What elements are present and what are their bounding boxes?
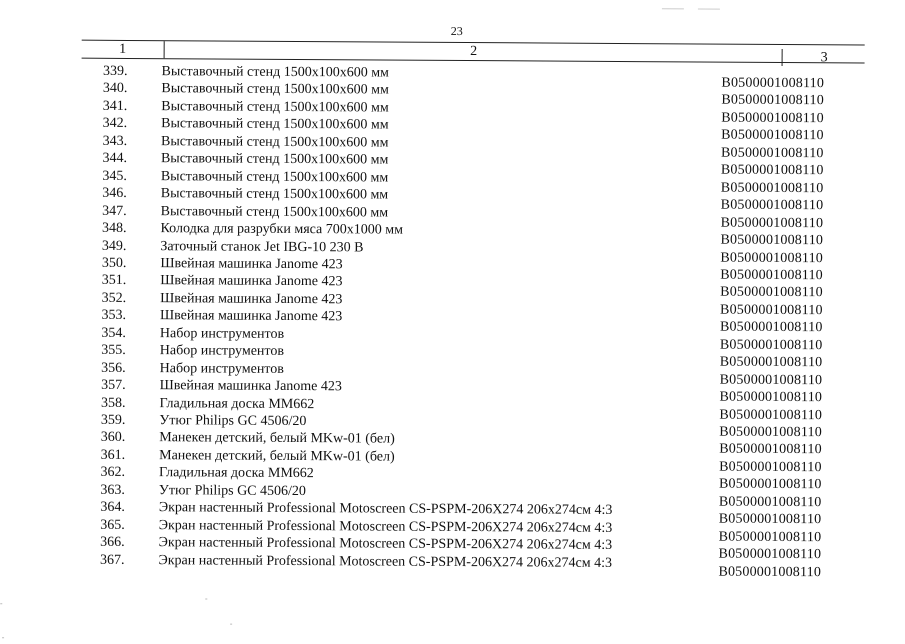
row-item-name: Швейная машинка Janome 423 [159, 308, 343, 325]
row-code: B0500001008110 [721, 93, 825, 109]
row-item-name: Выставочный стенд 1500х100х600 мм [160, 203, 389, 221]
row-item-name: Манекен детский, белый MKw-01 (бел) [159, 430, 395, 448]
row-code: B0500001008110 [721, 75, 825, 92]
row-code: B0500001008110 [720, 250, 824, 266]
row-item-name: Заточный станок Jet IBG-10 230 В [160, 238, 364, 255]
row-code: B0500001008110 [720, 162, 824, 179]
row-item-name: Выставочный стенд 1500х100х600 мм [161, 133, 389, 151]
row-number: 357. [101, 377, 126, 394]
row-code: B0500001008110 [719, 407, 823, 423]
row-code: B0500001008110 [719, 354, 823, 371]
row-item-name: Утюг Philips GC 4506/20 [158, 482, 306, 499]
page-number: 23 [450, 23, 463, 39]
row-item-name: Набор инструментов [159, 325, 285, 342]
row-item-name: Выставочный стенд 1500х100х600 мм [160, 168, 389, 186]
row-number: 355. [101, 342, 126, 359]
row-number: 360. [100, 430, 126, 446]
row-code: B0500001008110 [719, 459, 822, 476]
row-number: 340. [102, 81, 128, 97]
header-col-1: 1 [119, 41, 127, 57]
header-col-3: 3 [782, 49, 866, 67]
header-col-2: 2 [164, 41, 783, 62]
row-item-name: Манекен детский, белый MKw-01 (бел) [159, 448, 395, 465]
row-code: B0500001008110 [720, 232, 824, 249]
row-code: B0500001008110 [720, 215, 824, 231]
row-code: B0500001008110 [719, 372, 823, 388]
row-number: 342. [102, 116, 128, 132]
row-item-name: Набор инструментов [159, 343, 285, 360]
row-code: B0500001008110 [718, 476, 822, 493]
row-code: B0500001008110 [718, 511, 822, 528]
row-number: 345. [102, 168, 127, 184]
row-number: 361. [100, 447, 126, 463]
row-code: B0500001008110 [720, 302, 823, 319]
row-item-name: Экран настенный Professional Motoscreen CS-PSPM-206X274 206х274см 4:3 [158, 500, 613, 519]
row-number: 341. [102, 98, 128, 114]
row-number: 363. [100, 482, 125, 498]
row-code: B0500001008110 [720, 180, 824, 196]
row-code: B0500001008110 [720, 267, 823, 284]
row-item-name: Экран настенный Professional Motoscreen CS-PSPM-206X274 206х274см 4:3 [158, 535, 613, 554]
row-number: 347. [102, 203, 127, 219]
scan-speck [2, 637, 4, 638]
row-number: 359. [100, 412, 126, 428]
row-item-name: Швейная машинка Janome 423 [160, 256, 343, 273]
row-number: 352. [101, 290, 127, 306]
row-item-name: Утюг Philips GC 4506/20 [159, 413, 307, 430]
row-number: 367. [99, 552, 125, 568]
row-number: 351. [101, 273, 127, 289]
scan-speck [0, 603, 2, 604]
row-code: B0500001008110 [719, 389, 823, 406]
row-item-name: Экран настенный Professional Motoscreen CS-PSPM-206X274 206х274см 4:3 [158, 517, 613, 536]
row-number: 362. [100, 465, 126, 481]
row-item-name: Колодка для разрубки мяса 700х1000 мм [160, 221, 404, 238]
row-code: B0500001008110 [719, 319, 823, 336]
row-code: B0500001008110 [719, 337, 823, 353]
row-item-name: Экран настенный Professional Motoscreen CS-PSPM-206X274 206х274см 4:3 [158, 552, 613, 571]
row-number: 354. [101, 325, 126, 341]
row-item-name: Набор инструментов [159, 360, 284, 377]
row-item-name: Швейная машинка Janome 423 [160, 291, 343, 308]
row-item-name: Гладильная доска ММ662 [159, 465, 314, 482]
row-number: 364. [100, 500, 125, 516]
row-number: 353. [101, 308, 127, 324]
row-code: B0500001008110 [718, 564, 822, 580]
row-number: 365. [100, 517, 125, 533]
row-number: 366. [100, 534, 125, 551]
row-number: 350. [101, 255, 127, 271]
row-item-name: Выставочный стенд 1500х100х600 мм [161, 116, 389, 133]
row-item-name: Выставочный стенд 1500х100х600 мм [161, 81, 389, 98]
row-code: B0500001008110 [719, 442, 822, 458]
row-item-name: Швейная машинка Janome 423 [160, 273, 343, 290]
row-number: 356. [101, 360, 126, 376]
row-number: 346. [102, 185, 127, 202]
row-item-name: Выставочный стенд 1500х100х600 мм [161, 99, 389, 116]
row-number: 348. [102, 220, 127, 237]
row-number: 358. [100, 395, 126, 411]
row-item-name: Выставочный стенд 1500х100х600 мм [161, 64, 389, 81]
row-item-name: Выставочный стенд 1500х100х600 мм [160, 151, 389, 168]
row-number: 343. [102, 133, 128, 149]
row-code: B0500001008110 [721, 127, 824, 144]
row-code: B0500001008110 [718, 546, 822, 563]
row-code: B0500001008110 [719, 424, 822, 441]
row-number: 344. [102, 151, 128, 167]
row-item-name: Швейная машинка Janome 423 [159, 378, 342, 395]
row-code: B0500001008110 [718, 529, 822, 545]
scan-speck [205, 598, 207, 599]
row-code: B0500001008110 [720, 284, 823, 301]
row-code: B0500001008110 [718, 494, 822, 511]
row-code: B0500001008110 [720, 197, 824, 214]
row-item-name: Гладильная доска ММ662 [159, 395, 315, 412]
scan-speck [230, 624, 232, 625]
row-number: 349. [101, 238, 127, 254]
row-code: B0500001008110 [720, 145, 824, 162]
row-item-name: Выставочный стенд 1500х100х600 мм [160, 186, 389, 203]
row-code: B0500001008110 [721, 110, 824, 127]
row-number: 339. [102, 63, 128, 79]
